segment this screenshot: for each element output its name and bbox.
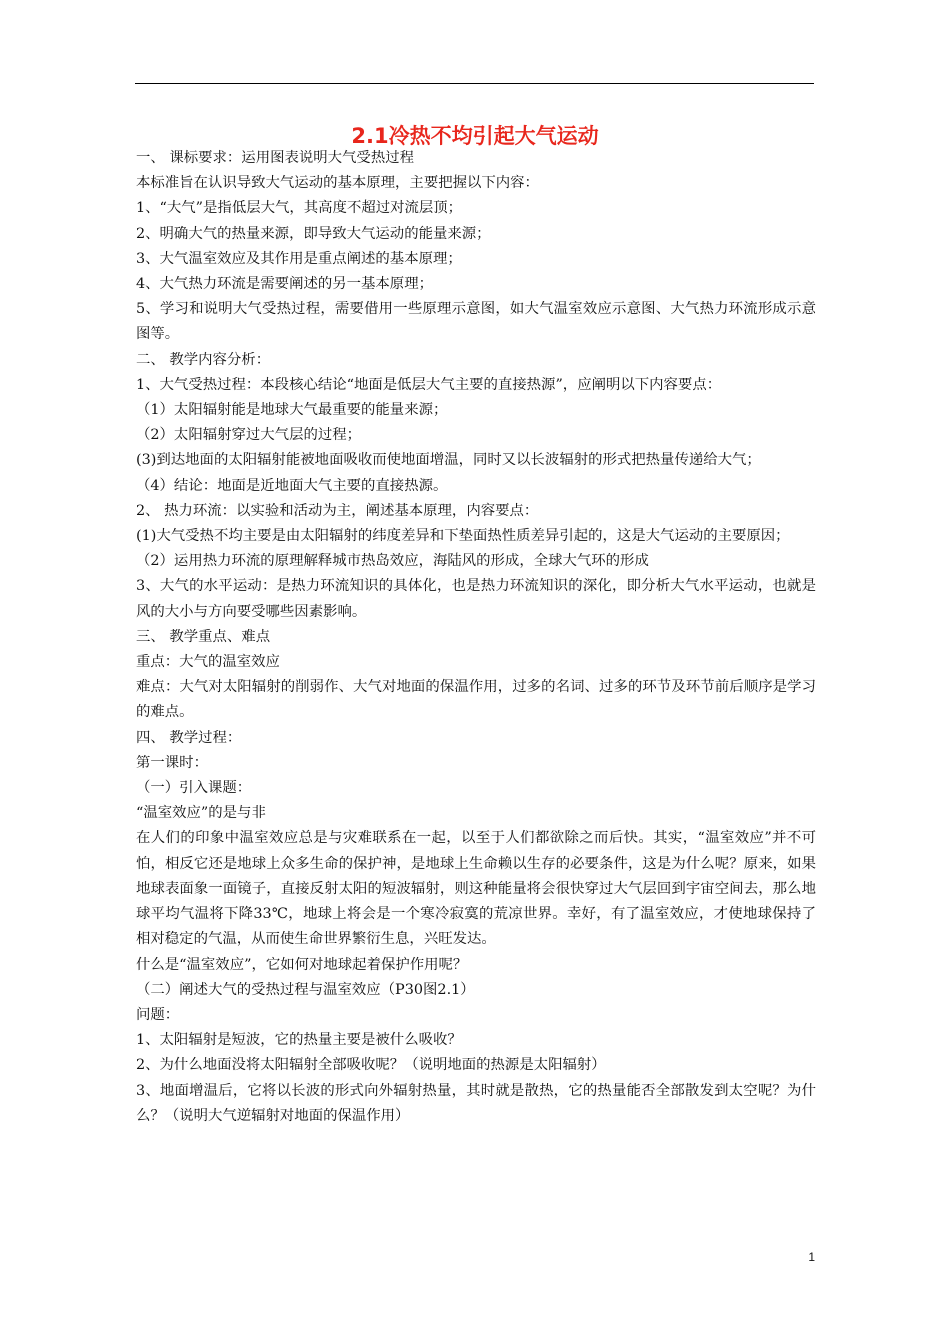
paragraph: 三、 教学重点、难点 xyxy=(136,628,271,645)
document-body xyxy=(136,146,816,1129)
paragraph: 2、明确大气的热量来源，即导致大气运动的能量来源； xyxy=(136,225,491,242)
paragraph: 二、 教学内容分析： xyxy=(136,351,271,368)
paragraph: 一、 课标要求：运用图表说明大气受热过程 xyxy=(136,150,414,166)
paragraph: 2、为什么地面没将太阳辐射全部吸收呢？（说明地面的热源是太阳辐射） xyxy=(136,1057,606,1074)
paragraph: 1、太阳辐射是短波，它的热量主要是被什么吸收？ xyxy=(136,1032,462,1049)
paragraph: 重点：大气的温室效应 xyxy=(136,654,280,671)
header-rule xyxy=(135,83,814,84)
paragraph: 3、大气的水平运动：是热力环流知识的具体化，也是热力环流知识的深化，即分析大气水平运动，也就是风的大小与方向要受哪些因素影响。 xyxy=(136,578,816,620)
paragraph: 第一课时： xyxy=(136,754,208,771)
paragraph: 什么是“温室效应”，它如何对地球起着保护作用呢？ xyxy=(136,956,468,973)
paragraph: 1、大气受热过程：本段核心结论“地面是低层大气主要的直接热源”，应阐明以下内容要点： xyxy=(136,376,722,393)
paragraph: （二）阐述大气的受热过程与温室效应（P30图2.1） xyxy=(136,981,475,998)
paragraph: 4、大气热力环流是需要阐述的另一基本原理； xyxy=(136,276,433,293)
paragraph: （4）结论：地面是近地面大气主要的直接热源。 xyxy=(136,477,448,494)
paragraph: 3、大气温室效应及其作用是重点阐述的基本原理； xyxy=(136,250,462,267)
paragraph: 2、 热力环流：以实验和活动为主，阐述基本原理，内容要点： xyxy=(136,502,539,519)
paragraph: （2）太阳辐射穿过大气层的过程； xyxy=(136,427,362,444)
paragraph: 在人们的印象中温室效应总是与灾难联系在一起，以至于人们都欲除之而后快。其实，“温室效应”并不可怕，相反它还是地球上众多生命的保护神，是地球上生命赖以生存的必要条件，这是为什么呢？原来，如果地球表面象一面镜子，直接反射太阳的短波辐射，则这种能量将会很快穿过大气层回到宇宙空间去，那么地球平均气温将下降33℃，地球上将会是一个寒冷寂寞的荒凉世界。幸好，有了温室效应，才使地球保持了相对稳定的气温，从而使生命世界繁衍生息，兴旺发达。 xyxy=(136,830,816,948)
paragraph: 本标准旨在认识导致大气运动的基本原理，主要把握以下内容： xyxy=(136,175,539,192)
paragraph: “温室效应”的是与非 xyxy=(136,805,266,822)
paragraph: 3、地面增温后，它将以长波的形式向外辐射热量，其时就是散热，它的热量能否全部散发到太空呢？为什么？（说明大气逆辐射对地面的保温作用） xyxy=(136,1082,816,1124)
paragraph: 5、学习和说明大气受热过程，需要借用一些原理示意图，如大气温室效应示意图、大气热力环流形成示意图等。 xyxy=(136,301,816,343)
paragraph: （一）引入课题： xyxy=(136,780,252,797)
paragraph: 四、 教学过程： xyxy=(136,729,242,746)
paragraph: (1)大气受热不均主要是由太阳辐射的纬度差异和下垫面热性质差异引起的，这是大气运动的主要原因； xyxy=(136,528,790,545)
paragraph: 1、“大气”是指低层大气，其高度不超过对流层顶； xyxy=(136,200,463,217)
paragraph: （2）运用热力环流的原理解释城市热岛效应，海陆风的形成，全球大气环的形成 xyxy=(136,553,649,570)
document-title: 2.1冷热不均引起大气运动 xyxy=(351,124,599,148)
paragraph: 问题： xyxy=(136,1006,180,1023)
paragraph: (3)到达地面的太阳辐射能被地面吸收而使地面增温，同时又以长波辐射的形式把热量传递给大气； xyxy=(136,452,761,469)
page-number: 1 xyxy=(808,1250,815,1264)
paragraph: （1）太阳辐射能是地球大气最重要的能量来源； xyxy=(136,402,448,419)
paragraph: 难点：大气对太阳辐射的削弱作、大气对地面的保温作用，过多的名词、过多的环节及环节前后顺序是学习的难点。 xyxy=(136,679,816,721)
